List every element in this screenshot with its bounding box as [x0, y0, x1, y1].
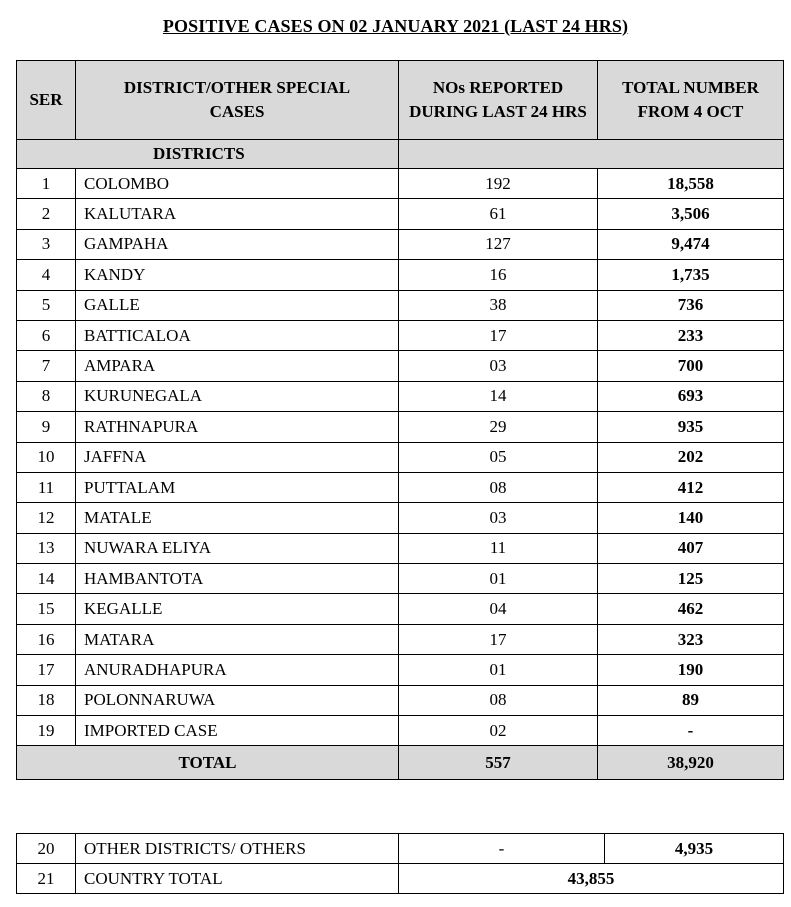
page-title: POSITIVE CASES ON 02 JANUARY 2021 (LAST 24 HRS): [162, 16, 629, 36]
table-row: [17, 169, 784, 199]
row-ser: 18: [17, 685, 76, 715]
row-total: 323: [598, 624, 784, 654]
table-row: [17, 685, 784, 715]
table-row: [17, 381, 784, 411]
row-name: KANDY: [76, 260, 399, 290]
row-total: 9,474: [598, 229, 784, 259]
table-row: [17, 716, 784, 746]
row-nos: 01: [399, 564, 598, 594]
row-ser: 13: [17, 533, 76, 563]
row-nos: 61: [399, 199, 598, 229]
row-nos: -: [399, 834, 605, 864]
row-nos: 08: [399, 472, 598, 502]
row-ser: 12: [17, 503, 76, 533]
row-ser: 6: [17, 320, 76, 350]
row-total: 18,558: [598, 169, 784, 199]
header-ser: SER: [17, 61, 76, 140]
total-label: TOTAL: [17, 746, 399, 780]
row-total: 407: [598, 533, 784, 563]
row-total: 202: [598, 442, 784, 472]
row-total: 140: [598, 503, 784, 533]
summary-table: [16, 833, 784, 894]
row-total: 935: [598, 412, 784, 442]
row-ser: 11: [17, 472, 76, 502]
row-nos: 01: [399, 655, 598, 685]
row-total: 412: [598, 472, 784, 502]
row-ser: 7: [17, 351, 76, 381]
table-row: [17, 594, 784, 624]
row-ser: 8: [17, 381, 76, 411]
row-ser: 14: [17, 564, 76, 594]
row-name: POLONNARUWA: [76, 685, 399, 715]
section-label: DISTRICTS: [17, 140, 399, 169]
row-name: KURUNEGALA: [76, 381, 399, 411]
district-rows: [17, 169, 784, 746]
row-total: 233: [598, 320, 784, 350]
total-nos: 557: [399, 746, 598, 780]
table-row: [17, 864, 784, 894]
table-header-row: [17, 61, 784, 140]
row-name: RATHNAPURA: [76, 412, 399, 442]
row-nos: 38: [399, 290, 598, 320]
table-row: [17, 472, 784, 502]
row-total: 4,935: [605, 834, 784, 864]
row-nos: 02: [399, 716, 598, 746]
total-total: 38,920: [598, 746, 784, 780]
row-nos: 05: [399, 442, 598, 472]
row-ser: 20: [17, 834, 76, 864]
row-total: 462: [598, 594, 784, 624]
section-row: [17, 140, 784, 169]
row-name: BATTICALOA: [76, 320, 399, 350]
table-row: [17, 503, 784, 533]
row-nos: 192: [399, 169, 598, 199]
table-row: [17, 834, 784, 864]
header-total: TOTAL NUMBER FROM 4 OCT: [598, 61, 784, 140]
table-row: [17, 533, 784, 563]
row-name: IMPORTED CASE: [76, 716, 399, 746]
row-total: 89: [598, 685, 784, 715]
table-row: [17, 442, 784, 472]
row-name: MATARA: [76, 624, 399, 654]
table-row: [17, 655, 784, 685]
row-total: 190: [598, 655, 784, 685]
row-name: COUNTRY TOTAL: [76, 864, 399, 894]
row-ser: 10: [17, 442, 76, 472]
header-district: DISTRICT/OTHER SPECIAL CASES: [76, 61, 399, 140]
row-total: 693: [598, 381, 784, 411]
table-row: [17, 412, 784, 442]
row-name: HAMBANTOTA: [76, 564, 399, 594]
row-name: AMPARA: [76, 351, 399, 381]
row-name: KEGALLE: [76, 594, 399, 624]
row-nos: 11: [399, 533, 598, 563]
row-ser: 3: [17, 229, 76, 259]
table-row: [17, 351, 784, 381]
total-row: [17, 746, 784, 780]
row-ser: 19: [17, 716, 76, 746]
section-blank: [399, 140, 784, 169]
row-total: 1,735: [598, 260, 784, 290]
row-nos: 04: [399, 594, 598, 624]
row-nos: 08: [399, 685, 598, 715]
row-name: COLOMBO: [76, 169, 399, 199]
table-row: [17, 229, 784, 259]
cases-table: [16, 60, 784, 780]
row-ser: 5: [17, 290, 76, 320]
row-name: ANURADHAPURA: [76, 655, 399, 685]
row-nos: 16: [399, 260, 598, 290]
row-ser: 17: [17, 655, 76, 685]
row-total: -: [598, 716, 784, 746]
row-nos: 29: [399, 412, 598, 442]
table-row: [17, 290, 784, 320]
row-total: 43,855: [399, 864, 784, 894]
row-ser: 1: [17, 169, 76, 199]
table-row: [17, 624, 784, 654]
table-row: [17, 564, 784, 594]
header-nos: NOs REPORTED DURING LAST 24 HRS: [399, 61, 598, 140]
row-nos: 03: [399, 503, 598, 533]
row-nos: 14: [399, 381, 598, 411]
row-total: 700: [598, 351, 784, 381]
row-ser: 15: [17, 594, 76, 624]
row-ser: 4: [17, 260, 76, 290]
row-ser: 16: [17, 624, 76, 654]
row-name: OTHER DISTRICTS/ OTHERS: [76, 834, 399, 864]
row-name: JAFFNA: [76, 442, 399, 472]
row-name: GALLE: [76, 290, 399, 320]
row-name: KALUTARA: [76, 199, 399, 229]
row-nos: 17: [399, 624, 598, 654]
table-row: [17, 199, 784, 229]
row-name: MATALE: [76, 503, 399, 533]
row-ser: 21: [17, 864, 76, 894]
row-total: 3,506: [598, 199, 784, 229]
row-name: GAMPAHA: [76, 229, 399, 259]
row-name: PUTTALAM: [76, 472, 399, 502]
row-name: NUWARA ELIYA: [76, 533, 399, 563]
row-nos: 127: [399, 229, 598, 259]
row-total: 125: [598, 564, 784, 594]
table-row: [17, 260, 784, 290]
row-total: 736: [598, 290, 784, 320]
row-nos: 17: [399, 320, 598, 350]
row-ser: 2: [17, 199, 76, 229]
row-nos: 03: [399, 351, 598, 381]
table-row: [17, 320, 784, 350]
row-ser: 9: [17, 412, 76, 442]
